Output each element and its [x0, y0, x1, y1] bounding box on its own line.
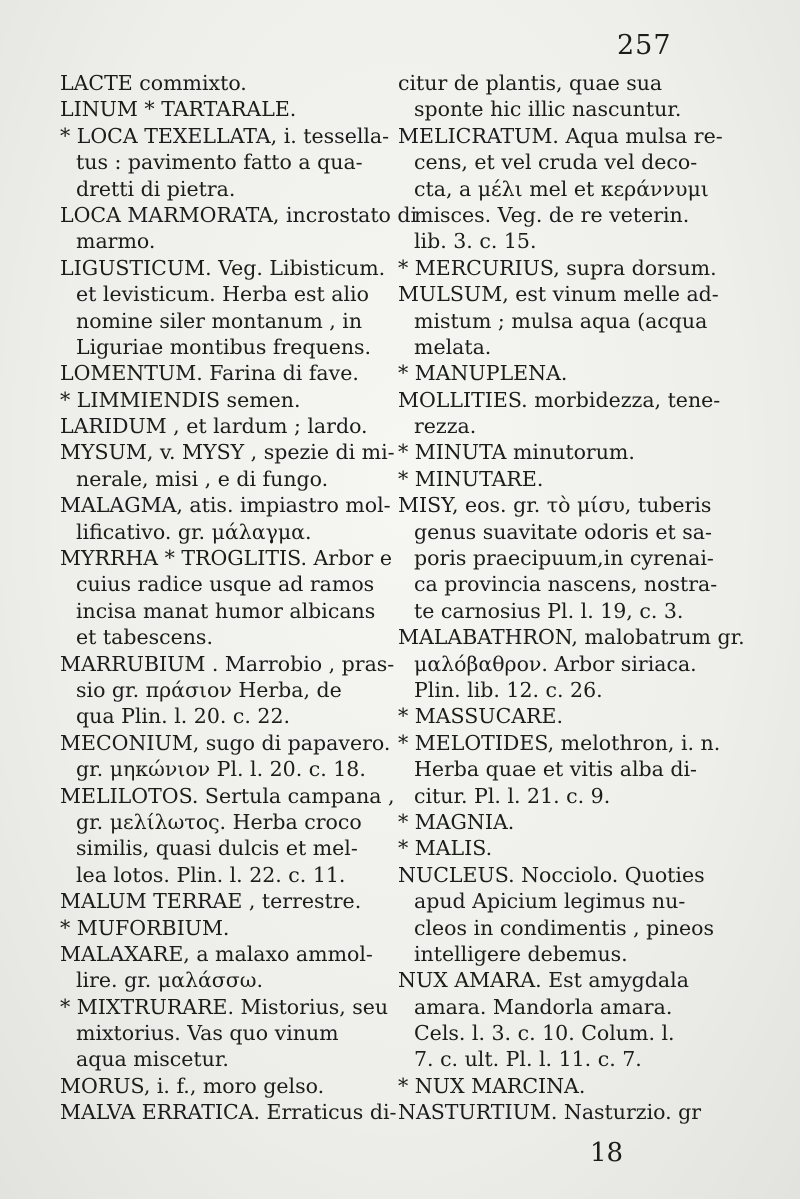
entry-line: NUX AMARA. Est amygdala: [398, 968, 689, 993]
entry-line: nomine siler montanum , in: [76, 308, 363, 333]
entry-line: misces. Veg. de re veterin.: [414, 202, 690, 227]
entry-line: MALAGMA, atis. impiastro mol-: [60, 493, 391, 518]
entry-line: MELICRATUM. Aqua mulsa re-: [398, 123, 723, 148]
entry-line: sponte hic illic nascuntur.: [414, 97, 682, 122]
entry-line: citur de plantis, quae sua: [398, 71, 663, 95]
entry-line: nerale, misi , e di fungo.: [76, 466, 329, 491]
entry-line: ca provincia nascens, nostra-: [414, 572, 718, 597]
entry-line: rezza.: [414, 414, 477, 439]
entry-line: * MINUTARE.: [398, 466, 544, 491]
dictionary-entry: [398, 703, 738, 729]
entry-line: MALUM TERRAE , terrestre.: [60, 889, 362, 914]
dictionary-entry: [398, 70, 738, 123]
entry-line: * MERCURIUS, supra dorsum.: [398, 255, 717, 280]
dictionary-entry: [60, 123, 390, 202]
dictionary-entry: [60, 994, 389, 1073]
entry-line: * MANUPLENA.: [398, 361, 568, 386]
entry-line: MALVA ERRATICA. Erraticus di-: [60, 1100, 397, 1125]
entry-line: cta, a μέλι mel et κεράννυμι: [414, 176, 709, 201]
entry-line: * NUX MARCINA.: [398, 1073, 586, 1098]
dictionary-entry: [60, 439, 395, 492]
entry-line: te carnosius Pl. l. 19, c. 3.: [414, 598, 684, 623]
entry-line: incisa manat humor albicans: [76, 598, 376, 623]
entry-line: et levisticum. Herba est alio: [76, 282, 369, 307]
dictionary-entry: [398, 387, 738, 440]
dictionary-entry: [398, 835, 738, 861]
dictionary-entry: [60, 915, 376, 941]
entry-line: amara. Mandorla amara.: [414, 994, 673, 1019]
entry-line: LINUM * TARTARALE.: [60, 97, 297, 122]
dictionary-entry: [398, 967, 738, 1073]
dictionary-entry: [398, 1099, 738, 1125]
entry-line: tus : pavimento fatto a qua-: [76, 150, 363, 175]
entry-line: gr. μελίλωτος. Herba croco: [76, 809, 362, 834]
entry-line: * MIXTRURARE. Mistorius, seu: [60, 994, 389, 1019]
entry-line: MELILOTOS. Sertula campana ,: [60, 783, 395, 808]
left-column: [60, 70, 418, 1126]
dictionary-entry: [60, 651, 395, 730]
entry-line: * MUFORBIUM.: [60, 915, 230, 940]
entry-line: MORUS, i. f., moro gelso.: [60, 1073, 325, 1098]
entry-line: μαλόβαθρον. Arbor siriaca.: [414, 651, 697, 676]
dictionary-entry: [60, 888, 376, 914]
entry-line: intelligere debemus.: [414, 941, 628, 966]
entry-line: lea lotos. Plin. l. 22. c. 11.: [76, 862, 346, 887]
entry-line: MECONIUM, sugo di papavero.: [60, 730, 391, 755]
signature-mark: 18: [590, 1138, 624, 1168]
dictionary-entry: [398, 809, 738, 835]
entry-line: citur. Pl. l. 21. c. 9.: [414, 783, 611, 808]
dictionary-entry: [398, 255, 738, 281]
entry-line: LARIDUM , et lardum ; lardo.: [60, 414, 368, 439]
entry-line: LACTE commixto.: [60, 71, 247, 95]
entry-line: sio gr. πράσιον Herba, de: [76, 677, 342, 702]
entry-line: lib. 3. c. 15.: [414, 229, 537, 254]
entry-line: cens, et vel cruda vel deco-: [414, 150, 698, 175]
entry-line: et tabescens.: [76, 625, 213, 650]
entry-line: * LOCA TEXELLATA, i. tessella-: [60, 123, 390, 148]
entry-line: * MASSUCARE.: [398, 704, 563, 729]
entry-line: * MAGNIA.: [398, 809, 515, 834]
entry-line: LIGUSTICUM. Veg. Libisticum.: [60, 255, 386, 280]
entry-line: gr. μηκώνιον Pl. l. 20. c. 18.: [76, 757, 366, 782]
dictionary-entry: [60, 360, 376, 386]
dictionary-entry: [60, 783, 395, 889]
dictionary-entry: [60, 941, 376, 994]
entry-line: MOLLITIES. morbidezza, tene-: [398, 387, 721, 412]
dictionary-entry: [60, 387, 376, 413]
entry-line: MYRRHA * TROGLITIS. Arbor e: [60, 546, 392, 571]
entry-line: cleos in condimentis , pineos: [414, 915, 715, 940]
entry-line: Cels. l. 3. c. 10. Colum. l.: [414, 1021, 675, 1046]
entry-line: apud Apicium legimus nu-: [414, 889, 686, 914]
dictionary-entry: [60, 70, 376, 96]
entry-line: MISY, eos. gr. τὸ μίσυ, tuberis: [398, 493, 712, 518]
entry-line: poris praecipuum,in cyrenai-: [414, 546, 714, 571]
dictionary-entry: [60, 1073, 376, 1099]
entry-line: MALAXARE, a malaxo ammol-: [60, 941, 373, 966]
page-number: 257: [617, 30, 672, 61]
dictionary-entry: [398, 492, 738, 624]
dictionary-entry: [398, 730, 738, 809]
dictionary-entry: [60, 1099, 397, 1125]
dictionary-entry: [398, 1073, 738, 1099]
entry-line: Plin. lib. 12. c. 26.: [414, 677, 603, 702]
right-column: [398, 70, 745, 1126]
dictionary-entry: [398, 123, 738, 255]
entry-line: * MELOTIDES, melothron, i. n.: [398, 730, 721, 755]
dictionary-entry: [398, 360, 738, 386]
dictionary-entry: [398, 862, 738, 968]
dictionary-entry: [60, 202, 418, 255]
entry-line: dretti di pietra.: [76, 176, 236, 201]
dictionary-entry: [398, 624, 745, 703]
entry-line: NASTURTIUM. Nasturzio. gr: [398, 1100, 702, 1125]
entry-line: MULSUM, est vinum melle ad-: [398, 282, 719, 307]
entry-line: mistum ; mulsa aqua (acqua: [414, 308, 708, 333]
entry-line: 7. c. ult. Pl. l. 11. c. 7.: [414, 1047, 642, 1072]
entry-line: * MINUTA minutorum.: [398, 440, 635, 465]
entry-line: * MALIS.: [398, 836, 493, 861]
entry-line: qua Plin. l. 20. c. 22.: [76, 704, 291, 729]
dictionary-entry: [398, 466, 738, 492]
entry-line: Herba quae et vitis alba di-: [414, 757, 697, 782]
entry-line: similis, quasi dulcis et mel-: [76, 836, 358, 861]
entry-line: MYSUM, v. MYSY , spezie di mi-: [60, 440, 395, 465]
dictionary-entry: [60, 492, 391, 545]
entry-line: mixtorius. Vas quo vinum: [76, 1021, 339, 1046]
entry-line: LOCA MARMORATA, incrostato di: [60, 202, 418, 227]
entry-line: lire. gr. μαλάσσω.: [76, 968, 264, 993]
dictionary-entry: [60, 255, 386, 361]
entry-line: LOMENTUM. Farina di fave.: [60, 361, 359, 386]
entry-line: MALABATHRON, malobatrum gr.: [398, 625, 745, 650]
entry-line: genus suavitate odoris et sa-: [414, 519, 712, 544]
dictionary-entry: [60, 730, 391, 783]
entry-line: melata.: [414, 334, 492, 359]
entry-line: cuius radice usque ad ramos: [76, 572, 375, 597]
entry-line: * LIMMIENDIS semen.: [60, 387, 301, 412]
entry-line: NUCLEUS. Nocciolo. Quoties: [398, 862, 705, 887]
dictionary-entry: [60, 96, 376, 122]
entry-line: marmo.: [76, 229, 156, 254]
dictionary-entry: [398, 439, 738, 465]
dictionary-entry: [60, 545, 392, 651]
dictionary-entry: [398, 281, 738, 360]
entry-line: aqua miscetur.: [76, 1047, 229, 1072]
entry-line: lificativo. gr. μάλαγμα.: [76, 519, 312, 544]
dictionary-entry: [60, 413, 376, 439]
entry-line: Liguriae montibus frequens.: [76, 334, 372, 359]
entry-line: MARRUBIUM . Marrobio , pras-: [60, 651, 395, 676]
